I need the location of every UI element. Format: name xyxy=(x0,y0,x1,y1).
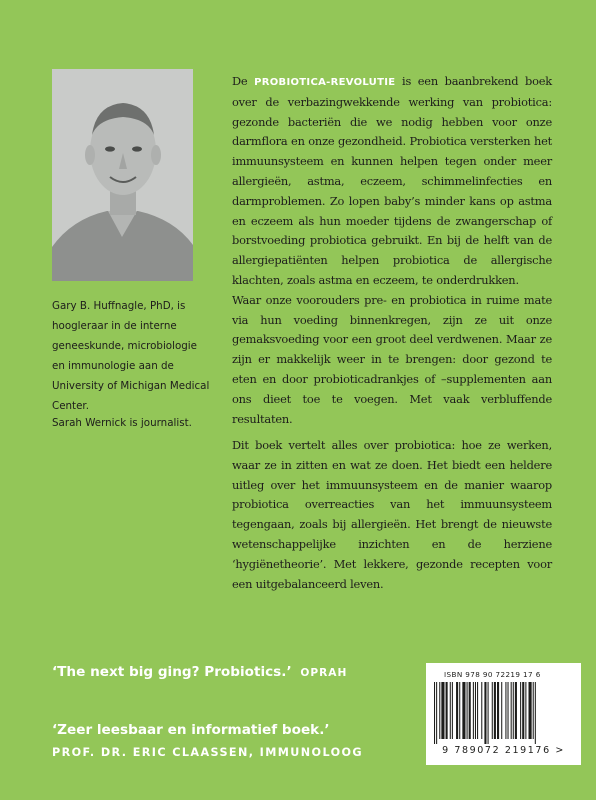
barcode-bar xyxy=(501,682,502,739)
barcode-bar xyxy=(488,682,489,744)
quote-claassen: ‘Zeer leesbaar en informatief boek.’ xyxy=(52,722,330,738)
barcode-bar xyxy=(511,682,512,739)
barcode-bar xyxy=(477,682,478,739)
barcode-bar xyxy=(481,682,482,739)
isbn-label: ISBN 978 90 72219 17 6 xyxy=(444,670,541,679)
author-bio: Gary B. Huffnagle, PhD, is hoogleraar in de interne geneeskunde, microbiologie en immunologie aan de University of Michigan Medical Center. xyxy=(52,300,210,412)
barcode-bar xyxy=(522,682,524,739)
barcode-bar xyxy=(505,682,506,739)
barcode-bar xyxy=(535,682,536,744)
author-photo xyxy=(52,69,193,281)
blurb-intro: De xyxy=(232,74,255,88)
barcode-panel xyxy=(426,663,581,765)
barcode-bar xyxy=(436,682,437,744)
author-portrait-icon xyxy=(52,69,193,281)
barcode-bar xyxy=(439,682,440,739)
barcode-bar xyxy=(508,682,509,739)
blurb-paragraph-1 xyxy=(232,72,552,429)
barcode-bar xyxy=(525,682,526,739)
barcode-bar xyxy=(484,682,486,744)
barcode-bar xyxy=(473,682,474,739)
barcode-bar xyxy=(494,682,496,739)
blurb-paragraph-1b: Waar onze voorouders pre- en probiotica in ruime mate via hun voeding binnenkregen, zijn ze uit onze gemaksvoeding voor een groot deel verdwenen. Maar ze zijn er makkelijk weer in te brengen: door gezond te eten en door probioticadrankjes of –supplementen aan ons dieet toe te voegen. Met vaak verbluffende resultaten. xyxy=(232,292,552,426)
barcode-bar xyxy=(450,682,451,739)
barcode-bar xyxy=(456,682,458,739)
barcode-bar xyxy=(529,682,532,739)
coauthor-note: Sarah Wernick is journalist. xyxy=(52,417,192,429)
blurb-text: is een baanbrekend boek over de verbazingwekkende werking van probiotica: gezonde bacteriën die we nodig hebben voor onze darmflora en onze gezondheid. Probiotica versterken het immuunsysteem en kunnen helpen tegen onder meer allergieën, astma, eczeem, schimmelinfecties en darmproblemen. Zo lopen baby’s minder kans op astma en eczeem als hun moeder tijdens de zwangerschap of borstvoeding probiotica gebruikt. En bij de helft van de allergiepatiënten helpen probiotica de allergische klachten, zoals astma en eczeem, te onderdrukken. xyxy=(232,74,552,287)
quote-text: ‘The next big ging? Probiotics.’ xyxy=(52,664,292,680)
quote-source: OPRAH xyxy=(300,667,348,679)
barcode-bar xyxy=(469,682,471,739)
blurb-paragraph-2: Dit boek vertelt alles over probiotica: hoe ze werken, waar ze in zitten en wat ze doen. Het biedt een heldere uitleg over het immuunsysteem en de manier waarop probiotica overreacties van het immuunsysteem tegengaan, zoals bij allergieën. Het brengt de nieuwste wetenschappelijke inzichten en de herziene ‘hygiënetheorie’. Met lekkere, gezonde recepten voor een uitgebalanceerd leven. xyxy=(232,438,552,591)
barcode-bar xyxy=(459,682,460,739)
book-title-highlight: PROBIOTICA-REVOLUTIE xyxy=(254,77,396,88)
barcode-bar xyxy=(462,682,465,739)
barcode-bar xyxy=(475,682,476,739)
barcode-icon xyxy=(430,682,577,744)
barcode-bar xyxy=(515,682,517,739)
ean-number: 9 789072 219176 > xyxy=(442,745,565,756)
barcode-bar xyxy=(434,682,435,744)
barcode-bar xyxy=(441,682,444,739)
barcode-bar xyxy=(513,682,514,739)
quote-oprah xyxy=(52,664,347,680)
barcode-bar xyxy=(446,682,448,739)
barcode-bar xyxy=(492,682,493,739)
barcode-bar xyxy=(533,682,534,739)
barcode-bar xyxy=(452,682,453,739)
quote-claassen-source: PROF. DR. ERIC CLAASSEN, IMMUNOLOOG xyxy=(52,746,363,759)
barcode-bar xyxy=(520,682,521,739)
barcode-bar xyxy=(467,682,468,739)
barcode-bar xyxy=(497,682,499,739)
